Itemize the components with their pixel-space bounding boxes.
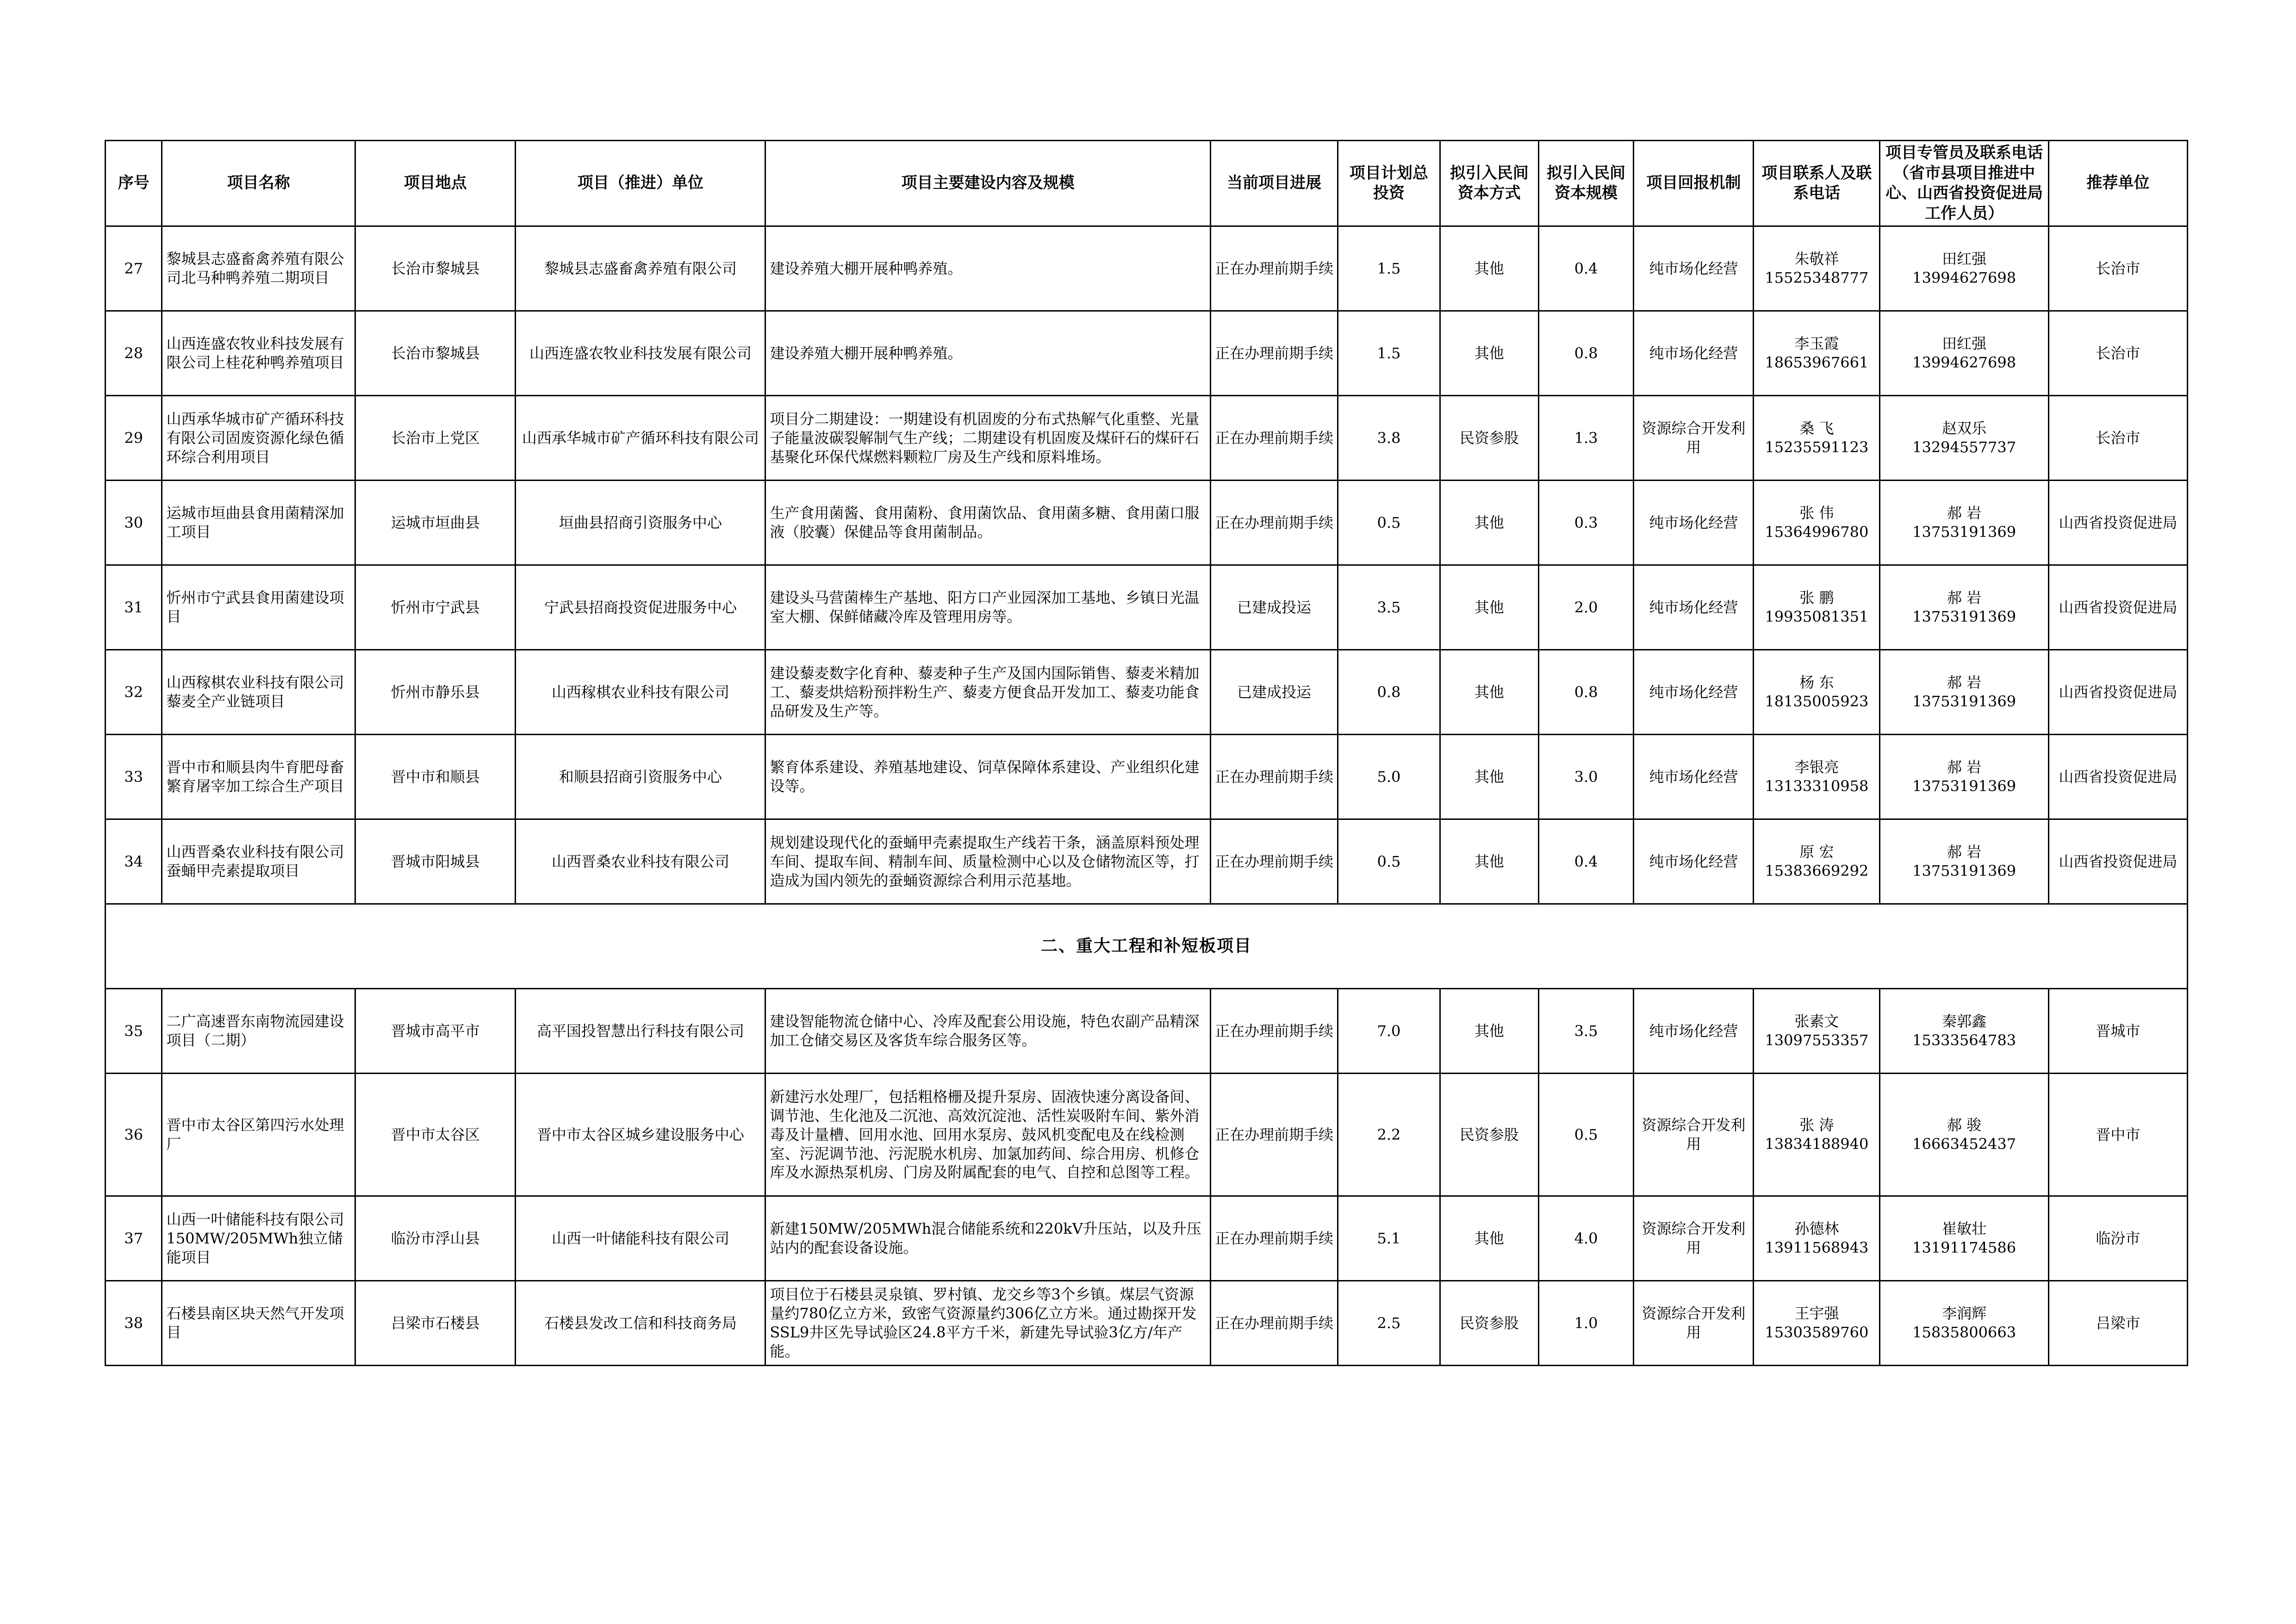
project-manager [1880, 819, 2048, 904]
project-location: 晋城市阳城县 [355, 819, 516, 904]
project-contact-phone: 15383669292 [1765, 862, 1869, 880]
project-unit: 垣曲县招商引资服务中心 [516, 481, 765, 565]
project-content: 繁育体系建设、养殖基地建设、饲草保障体系建设、产业组织化建设等。 [765, 735, 1211, 819]
project-progress: 正在办理前期手续 [1210, 481, 1338, 565]
project-investment: 5.0 [1338, 735, 1440, 819]
project-contact-name: 王宇强 [1794, 1305, 1839, 1323]
project-manager [1880, 1281, 2048, 1366]
project-contact [1754, 311, 1880, 396]
header-recommender: 推荐单位 [2048, 141, 2187, 226]
recommender: 长治市 [2048, 311, 2187, 396]
project-location: 忻州市宁武县 [355, 565, 516, 650]
recommender: 山西省投资促进局 [2048, 735, 2187, 819]
project-contact-name: 桑 飞 [1799, 419, 1834, 437]
project-investment: 7.0 [1338, 989, 1440, 1074]
project-location: 长治市黎城县 [355, 311, 516, 396]
project-unit: 宁武县招商投资促进服务中心 [516, 565, 765, 650]
header-capital-method: 拟引入民间资本方式 [1440, 141, 1538, 226]
capital-method: 其他 [1440, 650, 1538, 735]
project-manager-phone: 13753191369 [1912, 862, 2016, 880]
project-investment: 3.5 [1338, 565, 1440, 650]
table-row [106, 1196, 2188, 1281]
project-contact-name: 孙德林 [1794, 1220, 1839, 1238]
project-manager-name: 秦郭鑫 [1942, 1012, 1987, 1031]
project-content: 建设智能物流仓储中心、冷库及配套公用设施，特色农副产品精深加工仓储交易区及客货车综合服务区等。 [765, 989, 1211, 1074]
project-content: 项目位于石楼县灵泉镇、罗村镇、龙交乡等3个乡镇。煤层气资源量约780亿立方米，致密气资源量约306亿立方米。通过勘探开发SSL9井区先导试验区24.8平方千米，新建先导试验3亿方/年产能。 [765, 1281, 1211, 1366]
project-manager-name: 郝 骏 [1947, 1116, 1982, 1134]
table-row [106, 1281, 2188, 1366]
capital-scale: 0.4 [1538, 819, 1634, 904]
project-contact-name: 李银亮 [1794, 758, 1839, 776]
recommender: 晋中市 [2048, 1074, 2187, 1196]
project-manager-phone: 13294557737 [1912, 438, 2016, 456]
project-contact [1754, 396, 1880, 481]
project-manager-phone: 13753191369 [1912, 608, 2016, 626]
recommender: 长治市 [2048, 396, 2187, 481]
project-contact-name: 原 宏 [1799, 843, 1834, 861]
recommender: 临汾市 [2048, 1196, 2187, 1281]
project-manager [1880, 1196, 2048, 1281]
row-no: 37 [106, 1196, 162, 1281]
project-manager-phone: 13753191369 [1912, 523, 2016, 541]
return-mechanism: 资源综合开发利用 [1634, 1196, 1754, 1281]
project-content: 建设藜麦数字化育种、藜麦种子生产及国内国际销售、藜麦米精加工、藜麦烘焙粉预拌粉生产、藜麦方便食品开发加工、藜麦功能食品研发及生产等。 [765, 650, 1211, 735]
project-progress: 正在办理前期手续 [1210, 311, 1338, 396]
project-content: 生产食用菌酱、食用菌粉、食用菌饮品、食用菌多糖、食用菌口服液（胶囊）保健品等食用菌制品。 [765, 481, 1211, 565]
project-investment: 0.8 [1338, 650, 1440, 735]
project-unit: 山西晋桑农业科技有限公司 [516, 819, 765, 904]
project-progress: 正在办理前期手续 [1210, 1281, 1338, 1366]
project-content: 项目分二期建设：一期建设有机固废的分布式热解气化重整、光量子能量波碳裂解制气生产线；二期建设有机固废及煤矸石的煤矸石基聚化环保代煤燃料颗粒厂房及生产线和原料堆场。 [765, 396, 1211, 481]
project-name: 山西连盛农牧业科技发展有限公司上桂花种鸭养殖项目 [162, 311, 355, 396]
project-name: 山西晋桑农业科技有限公司蚕蛹甲壳素提取项目 [162, 819, 355, 904]
project-manager-phone: 13994627698 [1912, 354, 2016, 372]
project-investment: 2.5 [1338, 1281, 1440, 1366]
project-manager-phone: 16663452437 [1912, 1135, 2016, 1153]
project-manager-name: 赵双乐 [1942, 419, 1987, 437]
project-investment: 1.5 [1338, 226, 1440, 311]
project-manager-phone: 13994627698 [1912, 269, 2016, 287]
header-capital-scale: 拟引入民间资本规模 [1538, 141, 1634, 226]
project-content: 建设养殖大棚开展种鸭养殖。 [765, 226, 1211, 311]
project-contact [1754, 226, 1880, 311]
capital-scale: 3.0 [1538, 735, 1634, 819]
project-contact-name: 朱敬祥 [1794, 250, 1839, 268]
project-contact-name: 杨 东 [1799, 674, 1834, 692]
project-location: 吕梁市石楼县 [355, 1281, 516, 1366]
project-progress: 已建成投运 [1210, 650, 1338, 735]
project-name: 山西一叶储能科技有限公司150MW/205MWh独立储能项目 [162, 1196, 355, 1281]
row-no: 31 [106, 565, 162, 650]
project-contact-name: 张 鹏 [1799, 589, 1834, 607]
header-investment: 项目计划总投资 [1338, 141, 1440, 226]
capital-scale: 1.0 [1538, 1281, 1634, 1366]
row-no: 36 [106, 1074, 162, 1196]
return-mechanism: 纯市场化经营 [1634, 565, 1754, 650]
capital-scale: 4.0 [1538, 1196, 1634, 1281]
project-location: 晋城市高平市 [355, 989, 516, 1074]
project-manager-phone: 13191174586 [1912, 1239, 2016, 1257]
row-no: 38 [106, 1281, 162, 1366]
project-unit: 山西稼棋农业科技有限公司 [516, 650, 765, 735]
header-no: 序号 [106, 141, 162, 226]
header-progress: 当前项目进展 [1210, 141, 1338, 226]
row-no: 35 [106, 989, 162, 1074]
recommender: 吕梁市 [2048, 1281, 2187, 1366]
table-row [106, 396, 2188, 481]
table-row [106, 735, 2188, 819]
project-name: 山西承华城市矿产循环科技有限公司固废资源化绿色循环综合利用项目 [162, 396, 355, 481]
recommender: 山西省投资促进局 [2048, 650, 2187, 735]
project-unit: 石楼县发改工信和科技商务局 [516, 1281, 765, 1366]
project-contact [1754, 565, 1880, 650]
project-location: 长治市上党区 [355, 396, 516, 481]
capital-method: 其他 [1440, 735, 1538, 819]
return-mechanism: 纯市场化经营 [1634, 226, 1754, 311]
table-row [106, 565, 2188, 650]
section-title: 二、重大工程和补短板项目 [106, 904, 2188, 989]
project-name: 忻州市宁武县食用菌建设项目 [162, 565, 355, 650]
project-name: 黎城县志盛畜禽养殖有限公司北马种鸭养殖二期项目 [162, 226, 355, 311]
table-row [106, 481, 2188, 565]
project-manager [1880, 1074, 2048, 1196]
header-location: 项目地点 [355, 141, 516, 226]
project-contact-phone: 15364996780 [1765, 523, 1869, 541]
project-manager-phone: 13753191369 [1912, 777, 2016, 795]
capital-method: 其他 [1440, 989, 1538, 1074]
capital-method: 其他 [1440, 819, 1538, 904]
project-manager-name: 郝 岩 [1947, 589, 1982, 607]
project-manager-name: 田红强 [1942, 335, 1987, 353]
project-manager [1880, 989, 2048, 1074]
project-contact-phone: 13133310958 [1765, 777, 1869, 795]
header-project-name: 项目名称 [162, 141, 355, 226]
project-contact [1754, 481, 1880, 565]
return-mechanism: 纯市场化经营 [1634, 735, 1754, 819]
project-manager-phone: 15333564783 [1912, 1031, 2016, 1049]
return-mechanism: 纯市场化经营 [1634, 989, 1754, 1074]
project-location: 临汾市浮山县 [355, 1196, 516, 1281]
project-unit: 山西一叶储能科技有限公司 [516, 1196, 765, 1281]
project-investment: 0.5 [1338, 481, 1440, 565]
project-unit: 黎城县志盛畜禽养殖有限公司 [516, 226, 765, 311]
project-unit: 晋中市太谷区城乡建设服务中心 [516, 1074, 765, 1196]
header-content: 项目主要建设内容及规模 [765, 141, 1211, 226]
capital-scale: 3.5 [1538, 989, 1634, 1074]
return-mechanism: 纯市场化经营 [1634, 311, 1754, 396]
project-location: 忻州市静乐县 [355, 650, 516, 735]
project-contact-phone: 13834188940 [1765, 1135, 1869, 1153]
project-manager [1880, 650, 2048, 735]
project-manager [1880, 311, 2048, 396]
project-manager [1880, 565, 2048, 650]
project-manager-name: 田红强 [1942, 250, 1987, 268]
table-row [106, 226, 2188, 311]
section-row [106, 904, 2188, 989]
project-manager-name: 郝 岩 [1947, 504, 1982, 522]
project-location: 晋中市和顺县 [355, 735, 516, 819]
project-content: 建设养殖大棚开展种鸭养殖。 [765, 311, 1211, 396]
capital-method: 民资参股 [1440, 1281, 1538, 1366]
project-contact [1754, 819, 1880, 904]
project-content: 新建污水处理厂，包括粗格栅及提升泵房、固液快速分离设备间、调节池、生化池及二沉池、高效沉淀池、活性炭吸附车间、紫外消毒及计量槽、回用水池、回用水泵房、鼓风机变配电及在线检测室、污泥调节池、污泥脱水机房、加氯加药间、综合用房、机修仓库及水源热泵机房、门房及附属配套的电气、自控和总图等工程。 [765, 1074, 1211, 1196]
project-table-sheet [105, 140, 2188, 1366]
project-content: 建设头马营菌棒生产基地、阳方口产业园深加工基地、乡镇日光温室大棚、保鲜储藏冷库及管理用房等。 [765, 565, 1211, 650]
project-name: 晋中市太谷区第四污水处理厂 [162, 1074, 355, 1196]
project-unit: 和顺县招商引资服务中心 [516, 735, 765, 819]
project-contact [1754, 650, 1880, 735]
capital-scale: 0.4 [1538, 226, 1634, 311]
project-contact [1754, 989, 1880, 1074]
project-name: 石楼县南区块天然气开发项目 [162, 1281, 355, 1366]
table-row [106, 1074, 2188, 1196]
capital-method: 其他 [1440, 226, 1538, 311]
capital-scale: 0.8 [1538, 650, 1634, 735]
project-unit: 高平国投智慧出行科技有限公司 [516, 989, 765, 1074]
project-name: 晋中市和顺县肉牛育肥母畜繁育屠宰加工综合生产项目 [162, 735, 355, 819]
project-contact-phone: 18135005923 [1765, 693, 1869, 711]
project-content: 新建150MW/205MWh混合储能系统和220kV升压站，以及升压站内的配套设备设施。 [765, 1196, 1211, 1281]
project-contact-phone: 13911568943 [1765, 1239, 1869, 1257]
project-investment: 3.8 [1338, 396, 1440, 481]
recommender: 山西省投资促进局 [2048, 819, 2187, 904]
project-manager-phone: 15835800663 [1912, 1324, 2016, 1342]
project-manager-name: 郝 岩 [1947, 674, 1982, 692]
project-unit: 山西承华城市矿产循环科技有限公司 [516, 396, 765, 481]
table-row [106, 650, 2188, 735]
project-manager-name: 郝 岩 [1947, 843, 1982, 861]
project-progress: 正在办理前期手续 [1210, 819, 1338, 904]
return-mechanism: 资源综合开发利用 [1634, 1074, 1754, 1196]
project-manager-phone: 13753191369 [1912, 693, 2016, 711]
project-manager [1880, 481, 2048, 565]
project-name: 二广高速晋东南物流园建设项目（二期） [162, 989, 355, 1074]
capital-method: 民资参股 [1440, 1074, 1538, 1196]
project-manager-name: 崔敏壮 [1942, 1220, 1987, 1238]
capital-method: 其他 [1440, 565, 1538, 650]
project-contact [1754, 1074, 1880, 1196]
project-manager [1880, 396, 2048, 481]
project-contact-phone: 15525348777 [1765, 269, 1869, 287]
return-mechanism: 纯市场化经营 [1634, 819, 1754, 904]
header-contact: 项目联系人及联系电话 [1754, 141, 1880, 226]
project-investment: 0.5 [1338, 819, 1440, 904]
project-progress: 正在办理前期手续 [1210, 396, 1338, 481]
project-contact-name: 张 涛 [1799, 1116, 1834, 1134]
project-progress: 正在办理前期手续 [1210, 226, 1338, 311]
project-location: 长治市黎城县 [355, 226, 516, 311]
project-contact-phone: 13097553357 [1765, 1031, 1869, 1049]
capital-scale: 2.0 [1538, 565, 1634, 650]
project-investment: 2.2 [1338, 1074, 1440, 1196]
recommender: 山西省投资促进局 [2048, 481, 2187, 565]
table-body-after [106, 989, 2188, 1366]
return-mechanism: 纯市场化经营 [1634, 650, 1754, 735]
capital-scale: 0.5 [1538, 1074, 1634, 1196]
project-name: 运城市垣曲县食用菌精深加工项目 [162, 481, 355, 565]
project-investment: 1.5 [1338, 311, 1440, 396]
row-no: 28 [106, 311, 162, 396]
project-progress: 已建成投运 [1210, 565, 1338, 650]
header-return-mechanism: 项目回报机制 [1634, 141, 1754, 226]
row-no: 33 [106, 735, 162, 819]
project-manager-name: 李润辉 [1942, 1305, 1987, 1323]
project-investment: 5.1 [1338, 1196, 1440, 1281]
project-manager [1880, 735, 2048, 819]
row-no: 29 [106, 396, 162, 481]
table-row [106, 989, 2188, 1074]
row-no: 32 [106, 650, 162, 735]
row-no: 27 [106, 226, 162, 311]
project-contact-name: 张素文 [1794, 1012, 1839, 1031]
capital-method: 其他 [1440, 311, 1538, 396]
return-mechanism: 纯市场化经营 [1634, 481, 1754, 565]
project-manager [1880, 226, 2048, 311]
return-mechanism: 资源综合开发利用 [1634, 396, 1754, 481]
project-progress: 正在办理前期手续 [1210, 735, 1338, 819]
capital-method: 其他 [1440, 481, 1538, 565]
capital-scale: 0.3 [1538, 481, 1634, 565]
project-location: 晋中市太谷区 [355, 1074, 516, 1196]
table-row [106, 819, 2188, 904]
project-progress: 正在办理前期手续 [1210, 1196, 1338, 1281]
capital-scale: 1.3 [1538, 396, 1634, 481]
row-no: 30 [106, 481, 162, 565]
project-contact-phone: 18653967661 [1765, 354, 1869, 372]
project-contact-phone: 19935081351 [1765, 608, 1869, 626]
header-unit: 项目（推进）单位 [516, 141, 765, 226]
project-manager-name: 郝 岩 [1947, 758, 1982, 776]
table-row [106, 311, 2188, 396]
project-content: 规划建设现代化的蚕蛹甲壳素提取生产线若干条，涵盖原料预处理车间、提取车间、精制车间、质量检测中心以及仓储物流区等，打造成为国内领先的蚕蛹资源综合利用示范基地。 [765, 819, 1211, 904]
project-progress: 正在办理前期手续 [1210, 989, 1338, 1074]
project-contact-phone: 15303589760 [1765, 1324, 1869, 1342]
project-contact-phone: 15235591123 [1765, 438, 1869, 456]
project-contact [1754, 1196, 1880, 1281]
recommender: 晋城市 [2048, 989, 2187, 1074]
table-body-before [106, 226, 2188, 904]
project-contact-name: 李玉霞 [1794, 335, 1839, 353]
recommender: 长治市 [2048, 226, 2187, 311]
project-contact-name: 张 伟 [1799, 504, 1834, 522]
table-header-row [106, 141, 2188, 226]
project-contact [1754, 1281, 1880, 1366]
project-progress: 正在办理前期手续 [1210, 1074, 1338, 1196]
project-unit: 山西连盛农牧业科技发展有限公司 [516, 311, 765, 396]
project-table [105, 140, 2188, 1366]
project-contact [1754, 735, 1880, 819]
capital-method: 其他 [1440, 1196, 1538, 1281]
recommender: 山西省投资促进局 [2048, 565, 2187, 650]
return-mechanism: 资源综合开发利用 [1634, 1281, 1754, 1366]
capital-scale: 0.8 [1538, 311, 1634, 396]
project-name: 山西稼棋农业科技有限公司藜麦全产业链项目 [162, 650, 355, 735]
capital-method: 民资参股 [1440, 396, 1538, 481]
row-no: 34 [106, 819, 162, 904]
header-manager: 项目专管员及联系电话（省市县项目推进中心、山西省投资促进局工作人员） [1880, 141, 2048, 226]
project-location: 运城市垣曲县 [355, 481, 516, 565]
